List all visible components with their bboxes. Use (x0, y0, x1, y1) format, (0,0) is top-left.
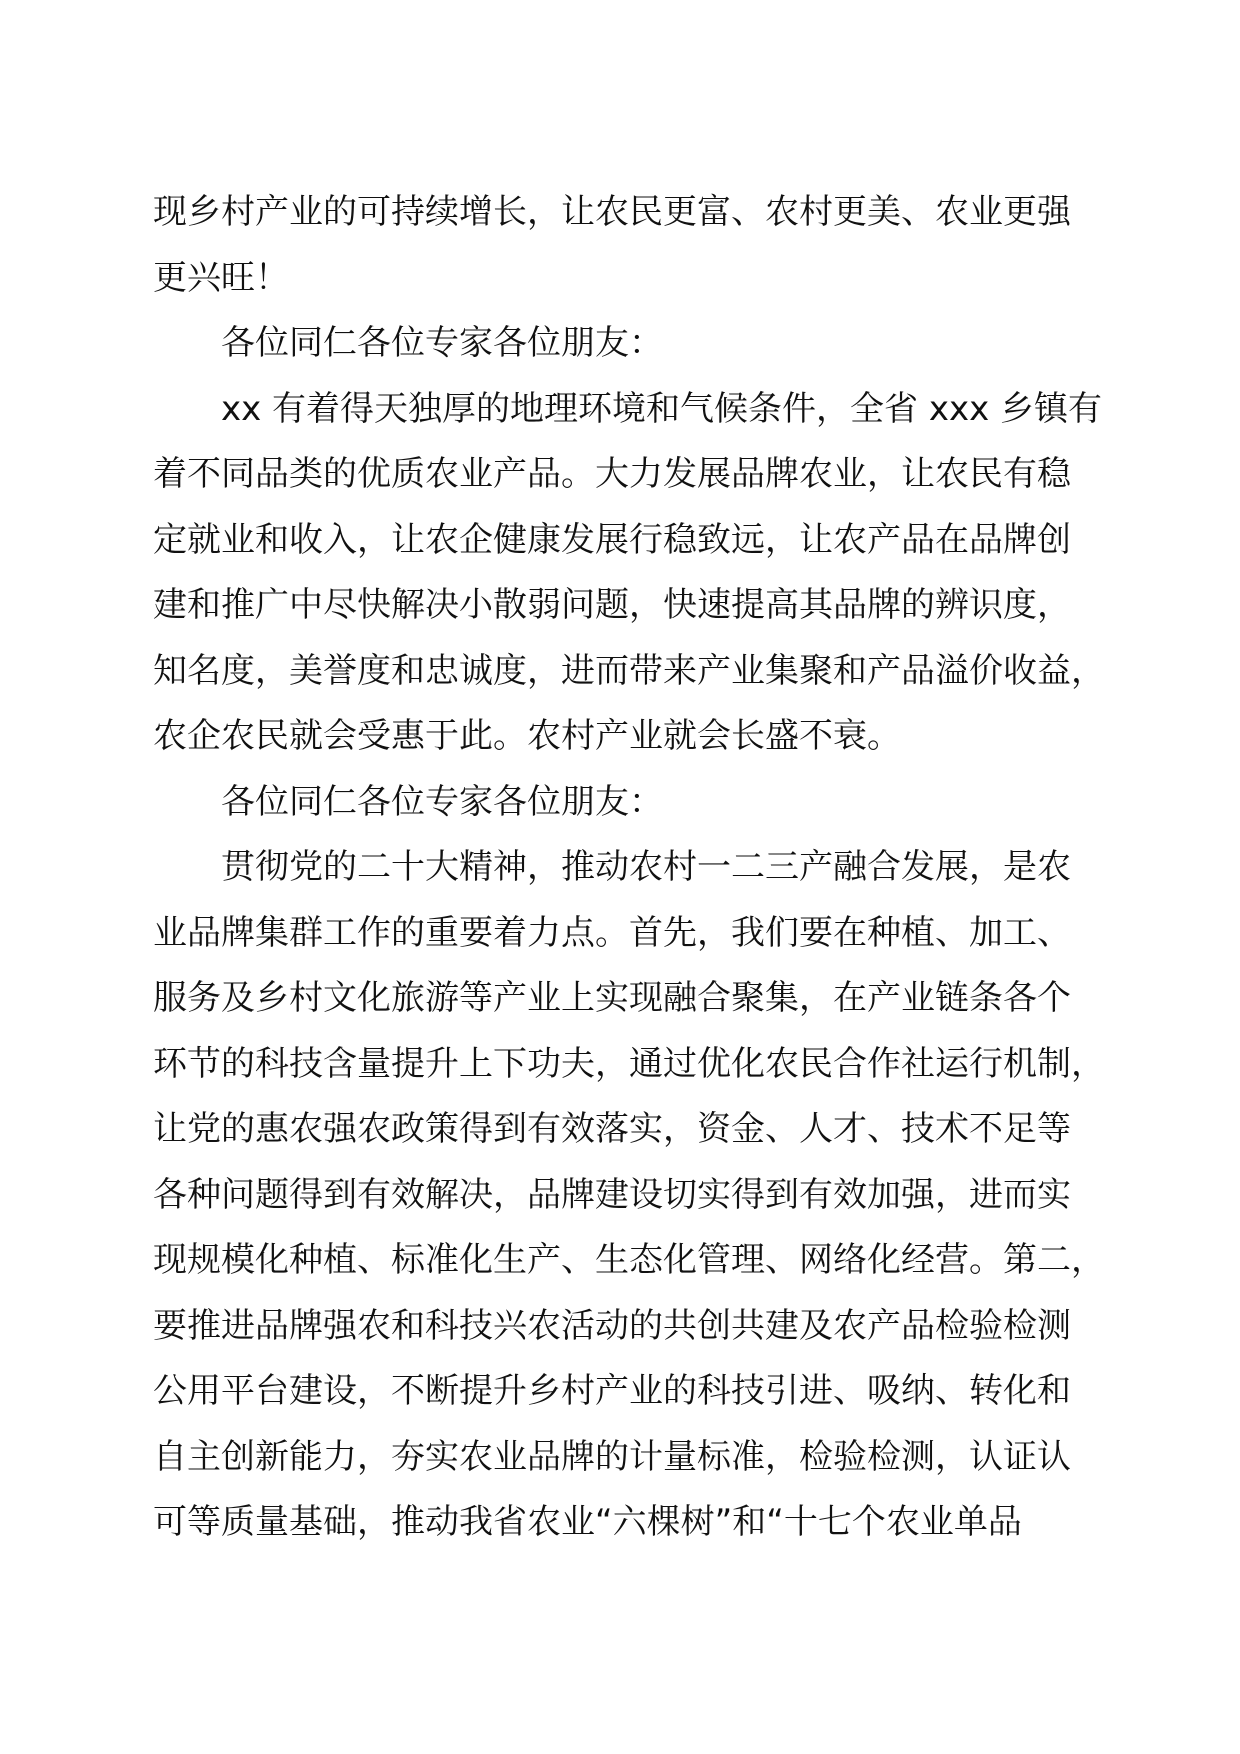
text-line: 着不同品类的优质农业产品。大力发展品牌农业，让农民有稳 (153, 454, 1071, 494)
text-line: 环节的科技含量提升上下功夫，通过优化农民合作社运行机制， (153, 1043, 1105, 1084)
text-line: 公用平台建设，不断提升乡村产业的科技引进、吸纳、转化和 (153, 1371, 1071, 1411)
salutation-line: 各位同仁各位专家各位朋友： (221, 323, 663, 363)
text-line: 更兴旺！ (153, 257, 289, 298)
text-line: 业品牌集群工作的重要着力点。首先，我们要在种植、加工、 (153, 912, 1071, 953)
text-line: 定就业和收入，让农企健康发展行稳致远，让农产品在品牌创 (153, 519, 1071, 560)
text-line: 让党的惠农强农政策得到有效落实，资金、人才、技术不足等 (153, 1109, 1071, 1149)
salutation-line: 各位同仁各位专家各位朋友： (221, 781, 663, 822)
text-line: 各种问题得到有效解决，品牌建设切实得到有效加强，进而实 (153, 1174, 1071, 1215)
text-line: 服务及乡村文化旅游等产业上实现融合聚集，在产业链条各个 (153, 978, 1071, 1018)
text-line: 建和推广中尽快解决小散弱问题，快速提高其品牌的辨识度， (153, 585, 1071, 625)
document-body (153, 180, 1113, 1556)
text-line: 自主创新能力，夯实农业品牌的计量标准，检验检测，认证认 (153, 1436, 1071, 1477)
text-line: 可等质量基础，推动我省农业“六棵树”和“十七个农业单品 (153, 1502, 1022, 1542)
paragraph-start-line: xx 有着得天独厚的地理环境和气候条件，全省 xxx 乡镇有 (221, 388, 1103, 429)
text-line: 知名度，美誉度和忠诚度，进而带来产业集聚和产品溢价收益， (153, 650, 1105, 691)
text-line: 要推进品牌强农和科技兴农活动的共创共建及农产品检验检测 (153, 1305, 1071, 1346)
text-line: 农企农民就会受惠于此。农村产业就会长盛不衰。 (153, 716, 901, 756)
text-line: 现规模化种植、标准化生产、生态化管理、网络化经营。第二， (153, 1240, 1105, 1280)
text-line: 现乡村产业的可持续增长，让农民更富、农村更美、农业更强 (153, 192, 1071, 232)
paragraph-start-line: 贯彻党的二十大精神，推动农村一二三产融合发展，是农 (221, 847, 1071, 887)
